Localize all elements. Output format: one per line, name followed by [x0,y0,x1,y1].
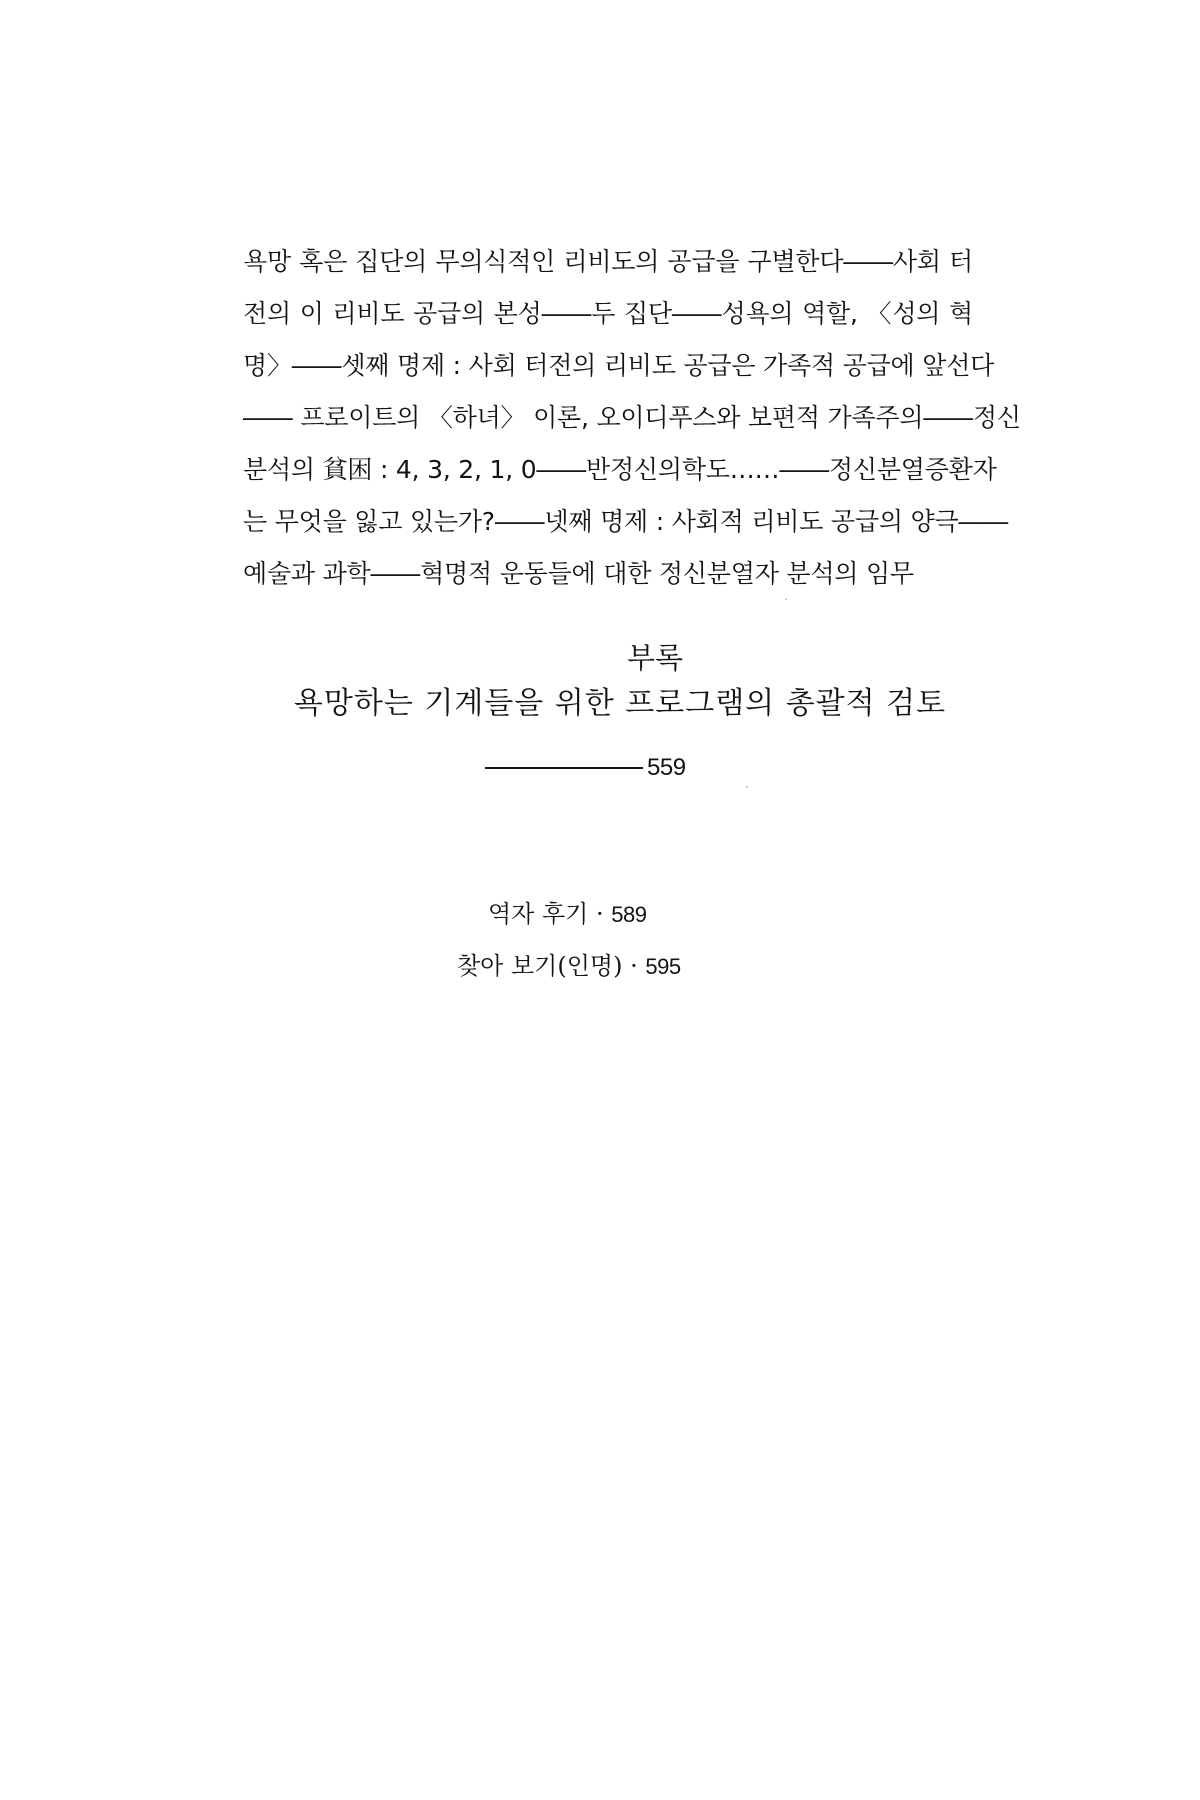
back-matter-separator: · [630,952,638,980]
appendix-label: 부록 [626,641,684,675]
toc-line: 욕망 혹은 집단의 무의식적인 리비도의 공급을 구별한다――사회 터 [243,247,973,276]
toc-line: 는 무엇을 잃고 있는가?――넷째 명제 : 사회적 리비도 공급의 양극―― [243,507,1009,536]
appendix-page-row [485,750,686,786]
toc-line: ―― 프로이트의 〈하녀〉 이론, 오이디푸스와 보편적 가족주의――정신 [243,403,1021,432]
back-matter-item-name-index [457,942,681,990]
appendix-section [0,638,1200,781]
leader-rule [485,767,643,769]
back-matter-label: 역자 후기 [488,900,589,928]
toc-line: 명〉――셋째 명제 : 사회 터전의 리비도 공급은 가족적 공급에 앞선다 [243,351,995,380]
back-matter-label: 찾아 보기(인명) [457,952,623,980]
back-matter-page-number: 595 [645,954,681,979]
back-matter-item-translator-afterword [488,890,647,938]
back-matter-separator: · [596,900,604,928]
appendix-page-number: 559 [647,754,686,781]
scan-speck [746,786,748,788]
toc-continuation-paragraph [243,236,1021,600]
back-matter-page-number: 589 [611,902,647,927]
appendix-title: 욕망하는 기계들을 위한 프로그램의 총괄적 검토 [293,686,947,721]
toc-line: 예술과 과학――혁명적 운동들에 대한 정신분열자 분석의 임무 [243,559,914,588]
toc-line: 전의 이 리비도 공급의 본성――두 집단――성욕의 역할, 〈성의 혁 [243,299,973,328]
scan-speck [785,598,787,600]
toc-line: 분석의 貧困 : 4, 3, 2, 1, 0――반정신의학도……――정신분열증환자 [243,455,997,484]
